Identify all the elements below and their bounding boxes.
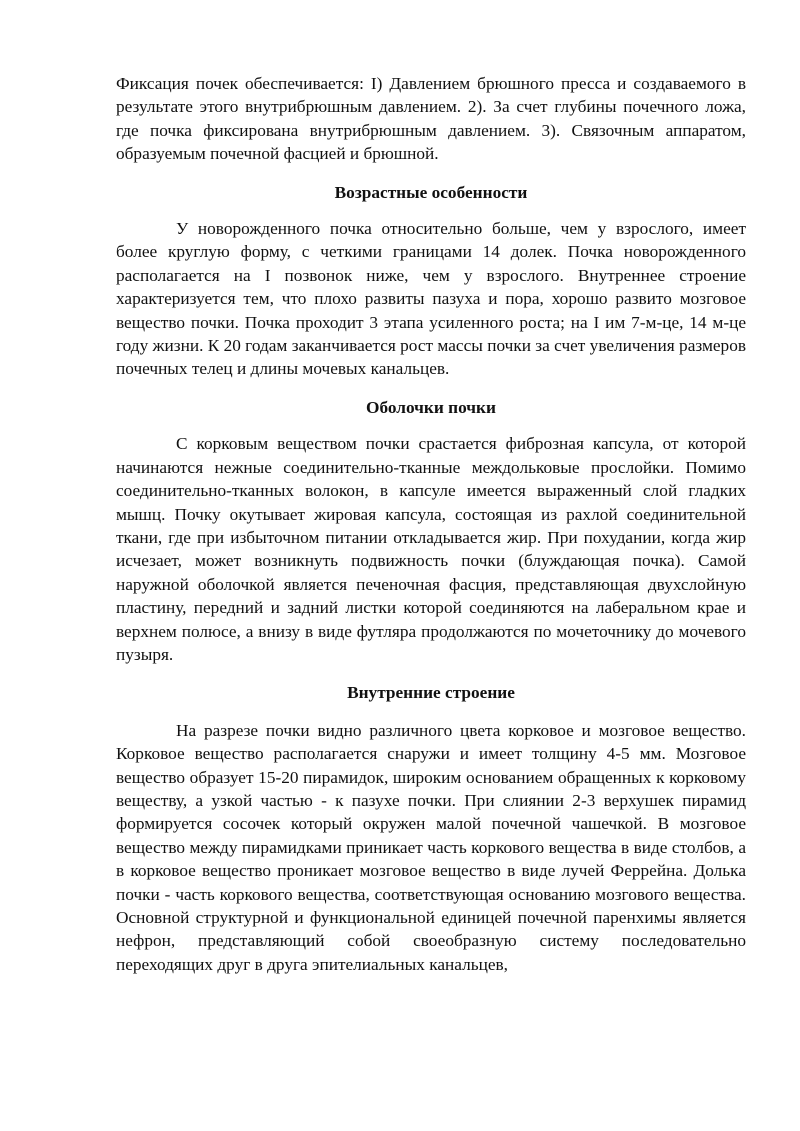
- paragraph-kidney-membranes: С корковым веществом почки срастается фиброзная капсула, от которой начинаются нежные соединительно-тканные междольковые прослойки. Помимо соединительно-тканных волокон, в капсуле имеется выраженный слой гладких мышц. Почку окутывает жировая капсула, состоящая из рахлой соединительной ткани, где при избыточном питании откладывается жир. При похудании, когда жир исчезает, может возникнуть подвижность почки (блуждающая почка). Самой наружной оболочкой является печеночная фасция, представляющая двухслойную пластину, передний и задний листки которой соединяются на лаберальном крае и верхнем полюсе, а внизу в виде футляра продолжаются по мочеточнику до мочевого пузыря.: [116, 434, 746, 664]
- paragraph-internal-structure: На разрезе почки видно различного цвета корковое и мозговое вещество. Корковое вещество располагается снаружи и имеет толщину 4-5 мм. Мозговое вещество образует 15-20 пирамидок, широким основанием обращенных к корковому веществу, а узкой частью - к пазухе почки. При слиянии 2-3 верхушек пирамид формируется сосочек который окружен малой почечной чашечкой. В мозговое вещество между пирамидками приникает часть коркового вещества в виде столбов, а в корковое вещество проникает мозговое вещество в виде лучей Феррейна. Долька почки - часть коркового вещества, соответствующая основанию мозгового вещества. Основной структурной и функциональной единицей почечной паренхимы является нефрон, представляющий собой своеобразную систему последовательно переходящих друг в друга эпителиальных канальцев,: [116, 720, 746, 974]
- heading-internal-structure: Внутренние строение: [347, 683, 515, 703]
- paragraph-age-features: У новорожденного почка относительно больше, чем у взрослого, имеет более круглую форму, с четкими границами 14 долек. Почка новорожденного располагается на I позвонок ниже, чем у взрослого. Внутреннее строение характеризуется тем, что плохо развиты пазуха и пора, хорошо развито мозговое вещество почки. Почка проходит 3 этапа усиленного роста; на I им 7-м-це, 14 м-це году жизни. К 20 годам заканчивается рост массы почки за счет увеличения размеров почечных телец и длины мочевых канальцев.: [116, 219, 746, 379]
- heading-age-features: Возрастные особенности: [334, 182, 528, 202]
- heading-kidney-membranes: Оболочки почки: [366, 397, 496, 417]
- paragraph-fixation: Фиксация почек обеспечивается: I) Давлением брюшного пресса и создаваемого в результате этого внутрибрюшным давлением. 2). За счет глубины почечного ложа, где почка фиксирована внутрибрюшным давлением. 3). Связочным аппаратом, образуемым почечной фасцией и брюшной.: [116, 74, 746, 164]
- document-page: [116, 72, 746, 976]
